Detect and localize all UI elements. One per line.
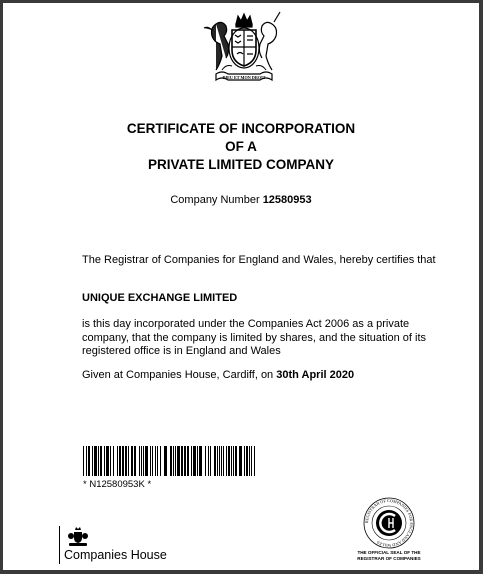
title-line-1: CERTIFICATE OF INCORPORATION [126,121,356,136]
given-at-prefix: Given at Companies House, Cardiff, on [82,369,274,381]
royal-coat-of-arms-icon [202,10,286,84]
seal-caption-line-2: REGISTRAR OF COMPANIES [357,556,421,561]
companies-house-name: Companies House [64,548,167,562]
given-at-line [82,369,442,383]
crest-motto: DIEU ET MON DROIT [222,75,266,80]
certificate-page [3,3,479,570]
logo-divider [59,526,60,564]
seal-caption [339,550,439,562]
barcode-icon [83,446,255,476]
seal-ring-text: REGISTRAR OF COMPANIES FOR ENGLAND AND WALES [363,497,415,549]
company-number-value: 12580953 [262,194,312,206]
seal-caption-line-1: THE OFFICIAL SEAL OF THE [357,550,421,555]
barcode-text: * N12580953K * [83,479,152,490]
incorporation-date: 30th April 2020 [276,369,355,381]
certificate-title [3,120,479,174]
company-name: UNIQUE EXCHANGE LIMITED [82,292,238,304]
title-line-2: OF A [225,139,257,154]
company-number-line [3,194,479,206]
registrar-statement: The Registrar of Companies for England and Wales, hereby certifies that [82,254,436,266]
company-number-label: Company Number [170,194,260,206]
incorporation-statement: is this day incorporated under the Companies Act 2006 as a private company, that the company is limited by shares, and the situation of its registered office is in England and Wales [82,318,427,357]
title-line-3: PRIVATE LIMITED COMPANY [147,157,334,172]
small-crest-icon [67,527,89,547]
registrar-seal-icon [358,496,420,549]
companies-house-logo [59,524,199,564]
